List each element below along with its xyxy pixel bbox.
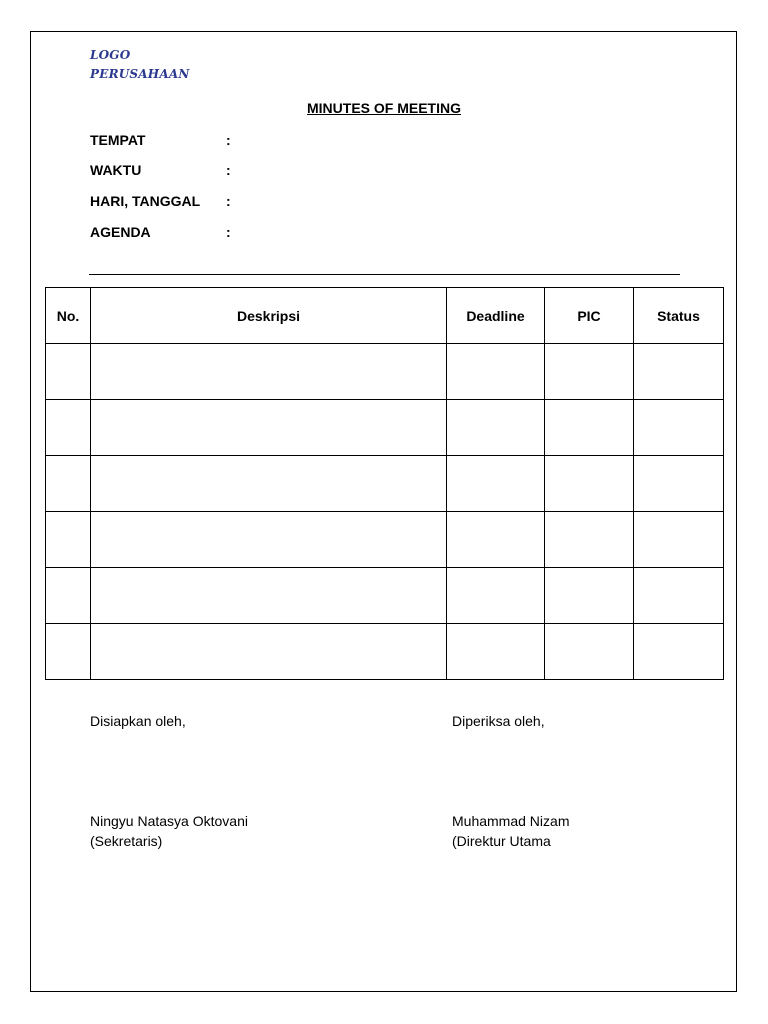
table-cell-deadline[interactable]	[447, 344, 545, 400]
info-label-tempat: TEMPAT	[90, 132, 146, 148]
table-cell-pic[interactable]	[545, 568, 634, 624]
table-cell-deadline[interactable]	[447, 512, 545, 568]
table-cell-no[interactable]	[46, 512, 91, 568]
table-cell-pic[interactable]	[545, 400, 634, 456]
table-row	[46, 568, 724, 624]
info-label-waktu: WAKTU	[90, 162, 142, 178]
table-cell-status[interactable]	[634, 512, 724, 568]
info-colon-waktu: :	[226, 162, 231, 178]
table-cell-deadline[interactable]	[447, 568, 545, 624]
table-cell-no[interactable]	[46, 456, 91, 512]
table-cell-deskripsi[interactable]	[91, 512, 447, 568]
table-cell-deadline[interactable]	[447, 400, 545, 456]
logo-line-2: PERUSAHAAN	[90, 67, 190, 81]
minutes-table	[45, 287, 724, 680]
table-cell-pic[interactable]	[545, 456, 634, 512]
table-cell-no[interactable]	[46, 400, 91, 456]
table-cell-status[interactable]	[634, 344, 724, 400]
info-label-agenda: AGENDA	[90, 224, 151, 240]
column-header-pic: PIC	[545, 288, 634, 344]
table-row	[46, 344, 724, 400]
table-row	[46, 456, 724, 512]
table-cell-deskripsi[interactable]	[91, 456, 447, 512]
table-cell-deadline[interactable]	[447, 456, 545, 512]
info-colon-tempat: :	[226, 132, 231, 148]
table-cell-pic[interactable]	[545, 344, 634, 400]
logo-line-1: LOGO	[90, 48, 131, 62]
signature-reviewed-label: Diperiksa oleh,	[452, 713, 545, 729]
table-cell-status[interactable]	[634, 568, 724, 624]
table-cell-deskripsi[interactable]	[91, 400, 447, 456]
signature-reviewed-title: (Direktur Utama	[452, 833, 551, 849]
column-header-status: Status	[634, 288, 724, 344]
table-cell-status[interactable]	[634, 400, 724, 456]
info-colon-hari-tanggal: :	[226, 193, 231, 209]
table-row	[46, 624, 724, 680]
info-colon-agenda: :	[226, 224, 231, 240]
table-header-row	[46, 288, 724, 344]
column-header-deskripsi: Deskripsi	[91, 288, 447, 344]
table-cell-deadline[interactable]	[447, 624, 545, 680]
column-header-no: No.	[46, 288, 91, 344]
table-cell-status[interactable]	[634, 624, 724, 680]
table-cell-no[interactable]	[46, 344, 91, 400]
table-cell-no[interactable]	[46, 624, 91, 680]
table-cell-no[interactable]	[46, 568, 91, 624]
company-logo	[90, 46, 190, 84]
signature-reviewed-name: Muhammad Nizam	[452, 813, 570, 829]
header-separator-line	[89, 274, 680, 275]
signature-prepared-title: (Sekretaris)	[90, 833, 163, 849]
table-cell-deskripsi[interactable]	[91, 344, 447, 400]
column-header-deadline: Deadline	[447, 288, 545, 344]
table-row	[46, 400, 724, 456]
document-title: MINUTES OF MEETING	[307, 100, 461, 116]
table-cell-deskripsi[interactable]	[91, 568, 447, 624]
table-row	[46, 512, 724, 568]
table-cell-status[interactable]	[634, 456, 724, 512]
table-cell-deskripsi[interactable]	[91, 624, 447, 680]
info-label-hari-tanggal: HARI, TANGGAL	[90, 193, 201, 209]
table-cell-pic[interactable]	[545, 624, 634, 680]
signature-prepared-label: Disiapkan oleh,	[90, 713, 186, 729]
table-cell-pic[interactable]	[545, 512, 634, 568]
signature-prepared-name: Ningyu Natasya Oktovani	[90, 813, 248, 829]
